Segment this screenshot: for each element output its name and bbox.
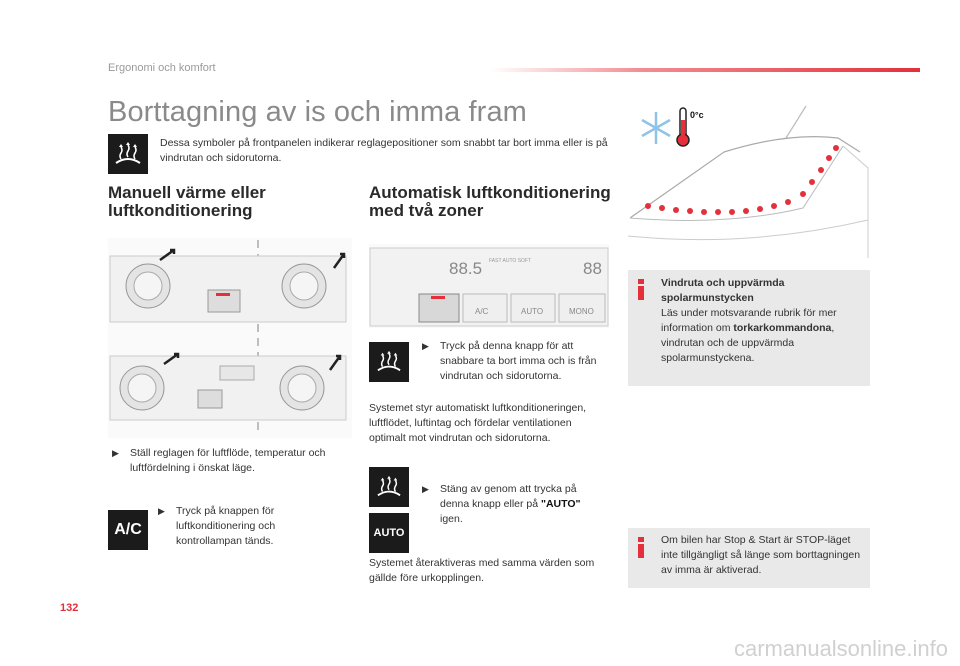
- windshield-illustration: [628, 98, 870, 266]
- auto-button-icon: AUTO: [369, 513, 409, 553]
- panel-ac-label: A/C: [475, 307, 489, 316]
- panel-auto-label: AUTO: [521, 307, 544, 316]
- info-box-title: Vindruta och uppvärmda spolarmunstycken: [661, 277, 785, 304]
- defrost-front-icon: [108, 134, 148, 174]
- defrost-button-icon-2: [369, 467, 409, 507]
- info-box-text: Läs under motsvarande rubrik för mer information om torkarkommandona, vindrutan och de uppvärmda spolarmunstyckena.: [661, 307, 837, 364]
- info-icon-2: [638, 537, 644, 558]
- header-accent-line: [490, 68, 920, 72]
- panel-display-left: 88.5: [449, 259, 483, 278]
- watermark: carmanualsonline.info: [733, 636, 948, 661]
- automatic-step-2: ▶ Stäng av genom att trycka på denna knapp eller på "AUTO" igen.: [422, 483, 581, 525]
- panel-badge: FAST AUTO SOFT: [489, 258, 532, 264]
- ac-button-icon: A/C: [108, 510, 148, 550]
- page-number: 132: [60, 602, 79, 614]
- defrost-button-icon: [369, 342, 409, 382]
- manual-control-panel-illustration: [108, 238, 352, 438]
- manual-step-1: ▶ Ställ reglagen för luftflöde, temperatur och luftfördelning i önskat läge.: [112, 447, 326, 474]
- panel-mono-label: MONO: [569, 307, 594, 316]
- snowflake-icon: [642, 112, 670, 144]
- info-box-stop-start: [628, 528, 870, 588]
- automatic-paragraph-2: Systemet återaktiveras med samma värden som gällde före urkopplingen.: [369, 557, 595, 584]
- manual-heading: Manuell värme eller luftkonditionering: [108, 183, 266, 220]
- automatic-step-1: ▶ Tryck på denna knapp för att snabbare ta bort imma och is från vindrutan och sidorutorna.: [422, 340, 597, 382]
- automatic-heading: Automatisk luftkonditionering med två zoner: [369, 183, 611, 220]
- temperature-label: 0°c: [690, 110, 704, 120]
- automatic-paragraph-1: Systemet styr automatiskt luftkonditioneringen, luftflödet, luftintag och fördelar ventilationen optimalt mot vindrutan och sidorutorna.: [369, 402, 587, 444]
- info-box-2-text: Om bilen har Stop & Start är STOP-läget inte tillgängligt så länge som borttagningen av imma är aktiverad.: [661, 534, 861, 576]
- page-title: Borttagning av is och imma fram: [108, 96, 527, 128]
- info-icon: [638, 279, 644, 300]
- intro-text: Dessa symboler på frontpanelen indikerar reglagepositioner som snabbt tar bort imma eller is på vindrutan och sidorutorna.: [160, 137, 608, 164]
- info-box-windshield: [628, 270, 870, 386]
- panel-display-right: 88: [583, 259, 602, 278]
- chapter-title: Ergonomi och komfort: [108, 62, 216, 74]
- automatic-control-panel-illustration: [369, 244, 609, 328]
- manual-step-2: ▶ Tryck på knappen för luftkonditionering och kontrollampan tänds.: [158, 505, 276, 547]
